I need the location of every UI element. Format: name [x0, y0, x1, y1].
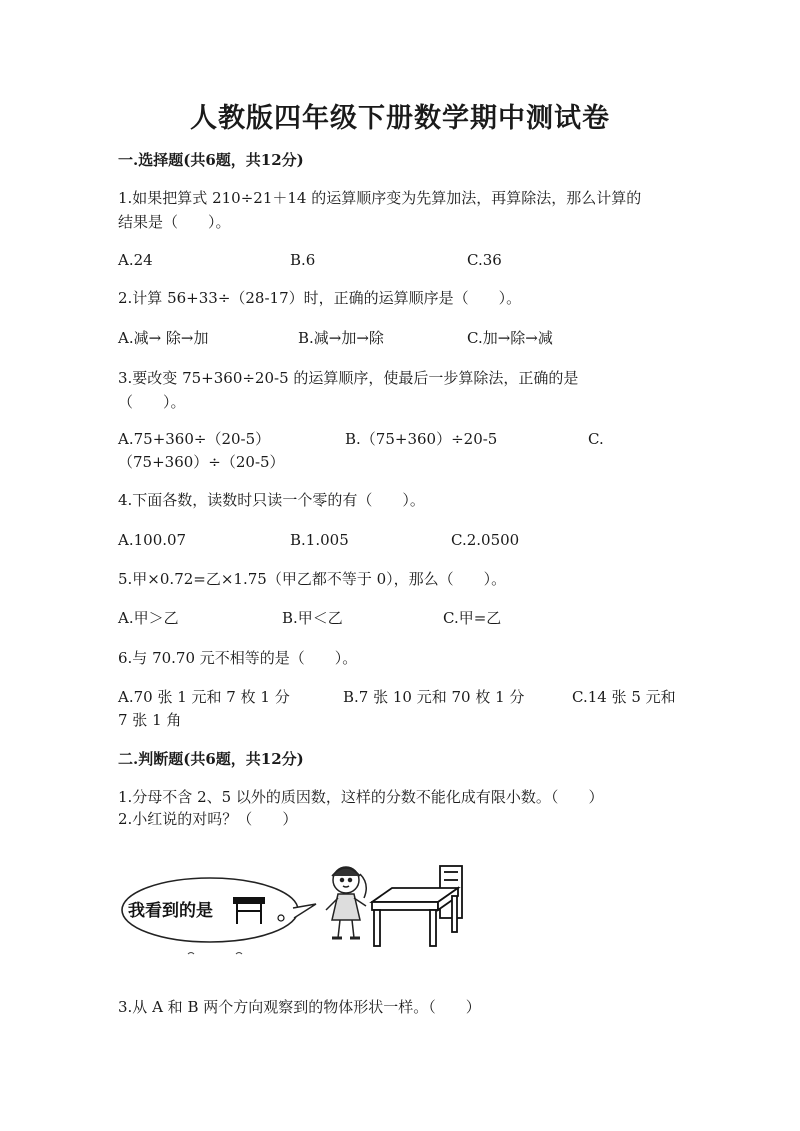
- illustration-girl-table: [118, 858, 478, 958]
- q3-option-c-label: C.: [588, 430, 604, 448]
- table-chair-icon: [372, 866, 462, 946]
- q5-option-a: A.甲＞乙: [118, 609, 179, 627]
- q3-option-a: A.75+360÷（20-5）: [118, 430, 271, 448]
- page-title: 人教版四年级下册数学期中测试卷: [190, 103, 610, 134]
- q4-option-c: C.2.0500: [451, 531, 520, 549]
- section-heading-choice: 一.选择题(共6题，共12分): [118, 151, 304, 169]
- q5-option-c: C.甲=乙: [443, 609, 502, 627]
- q1-option-b: B.6: [290, 251, 316, 269]
- q4-option-b: B.1.005: [290, 531, 349, 549]
- q6-option-b: B.7 张 10 元和 70 枚 1 分: [343, 688, 525, 706]
- q2-option-a: A.减→ 除→加: [118, 329, 209, 347]
- question-3: [118, 366, 683, 414]
- illustration-svg: [118, 858, 478, 958]
- question-2: 2.计算 56+33÷（28-17）时，正确的运算顺序是（ ）。: [118, 289, 522, 307]
- judge-question-2: 2.小红说的对吗？（ ）: [118, 810, 298, 828]
- q6-option-a: A.70 张 1 元和 7 枚 1 分: [118, 688, 290, 706]
- q3-option-b: B.（75+360）÷20-5: [345, 430, 498, 448]
- q3-option-c-text: （75+360）÷（20-5）: [118, 453, 285, 471]
- q1-option-c: C.36: [467, 251, 502, 269]
- q5-option-b: B.甲＜乙: [282, 609, 343, 627]
- q4-option-a: A.100.07: [118, 531, 187, 549]
- section-heading-judge: 二.判断题(共6题，共12分): [118, 750, 304, 768]
- q1-option-a: A.24: [118, 251, 153, 269]
- question-6: 6.与 70.70 元不相等的是（ ）。: [118, 649, 358, 667]
- girl-icon: [326, 867, 366, 938]
- question-1: [118, 186, 683, 234]
- question-1-line1: 1.如果把算式 210÷21＋14 的运算顺序变为先算加法，再算除法，那么计算的: [118, 189, 642, 207]
- q6-option-c-label: C.14 张 5 元和: [572, 688, 676, 706]
- q2-option-b: B.减→加→除: [298, 329, 384, 347]
- question-1-line2: 结果是（ ）。: [118, 213, 231, 231]
- question-4: 4.下面各数，读数时只读一个零的有（ ）。: [118, 491, 425, 509]
- bubble-text: 我看到的是: [128, 901, 213, 921]
- question-3-line2: （ ）。: [118, 393, 186, 411]
- question-3-line1: 3.要改变 75+360÷20-5 的运算顺序，使最后一步算除法，正确的是: [118, 369, 579, 387]
- judge-question-3: 3.从 A 和 B 两个方向观察到的物体形状一样。（ ）: [118, 998, 481, 1016]
- judge-question-1: 1.分母不含 2、5 以外的质因数，这样的分数不能化成有限小数。（ ）: [118, 788, 604, 806]
- question-5: 5.甲×0.72=乙×1.75（甲乙都不等于 0），那么（ ）。: [118, 570, 507, 588]
- q6-option-c-text: 7 张 1 角: [118, 711, 182, 729]
- q2-option-c: C.加→除→减: [467, 329, 553, 347]
